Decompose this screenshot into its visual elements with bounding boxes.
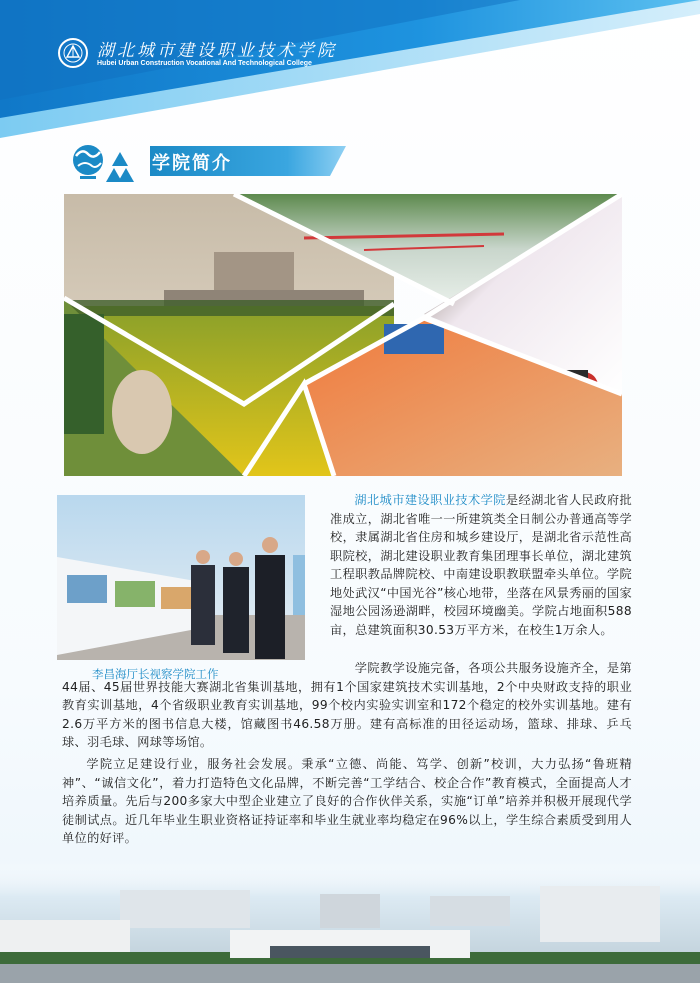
campus-building-right bbox=[540, 886, 660, 942]
college-name-highlight: 湖北城市建设职业技术学院 bbox=[354, 493, 506, 507]
globe-icon bbox=[70, 138, 150, 186]
collage-stone bbox=[112, 370, 172, 454]
intro-paragraph-1 bbox=[330, 491, 632, 639]
person-3 bbox=[255, 555, 285, 659]
person-2 bbox=[223, 567, 249, 653]
photo-caption: 李昌海厅长视察学院工作 bbox=[92, 667, 219, 681]
section-title: 学院简介 bbox=[152, 153, 232, 174]
header-band bbox=[0, 0, 700, 140]
intro-paragraph-1-text: 是经湖北省人民政府批准成立，湖北省唯一一所建筑类全日制公办普通高等学校，隶属湖北省住房和城乡建设厅，是湖北省示范性高职院校，湖北建设职业教育集团理事长单位，湖北建筑工程职教品牌院校、中南建设职教联盟牵头单位。学院地处武汉“中国光谷”核心地带，坐落在风景秀丽的国家湿地公园汤逊湖畔，校园环境幽美。学院占地面积588亩，总建筑面积30.53万平方米，在校生1万余人。 bbox=[330, 493, 632, 637]
photo-collage bbox=[64, 194, 622, 476]
school-name-cn: 湖北城市建设职业技术学院 bbox=[97, 41, 337, 61]
school-name-en: Hubei Urban Construction Vocational And Technological College bbox=[97, 60, 312, 67]
intro-paragraph-3: 学院立足建设行业，服务社会发展。秉承“立德、尚能、笃学、创新”校训，大力弘扬“鲁班精神”、“诚信文化”，着力打造特色文化品牌，不断完善“工学结合、校企合作”教育模式，全面提高人才培养质量。先后与200多家大中型企业建立了良好的合作伙伴关系，实施“订单”培养并积极开展现代学徒制试点。近几年毕业生职业资格证持证率和毕业生就业率均稳定在96%以上，学生综合素质受到用人单位的好评。 bbox=[62, 757, 632, 845]
person-1 bbox=[191, 565, 215, 645]
intro-paragraph-2: 学院教学设施完备，各项公共服务设施齐全，是第44届、45届世界技能大赛湖北省集训基地，拥有1个国家建筑技术实训基地，2个中央财政支持的职业教育实训基地，4个省级职业教育实训基地，99个校内实验实训室和172个稳定的校外实训基地。建有2.6万平方米的图书信息大楼，馆藏图书46.58万册。建有高标准的田径运动场，篮球、排球、乒乓球、羽毛球、网球等场馆。 bbox=[62, 661, 632, 749]
campus-building-left bbox=[120, 890, 250, 928]
visit-photo bbox=[57, 495, 305, 660]
college-logo-icon bbox=[62, 42, 84, 64]
college-logo bbox=[58, 38, 88, 68]
campus-panorama bbox=[0, 860, 700, 983]
